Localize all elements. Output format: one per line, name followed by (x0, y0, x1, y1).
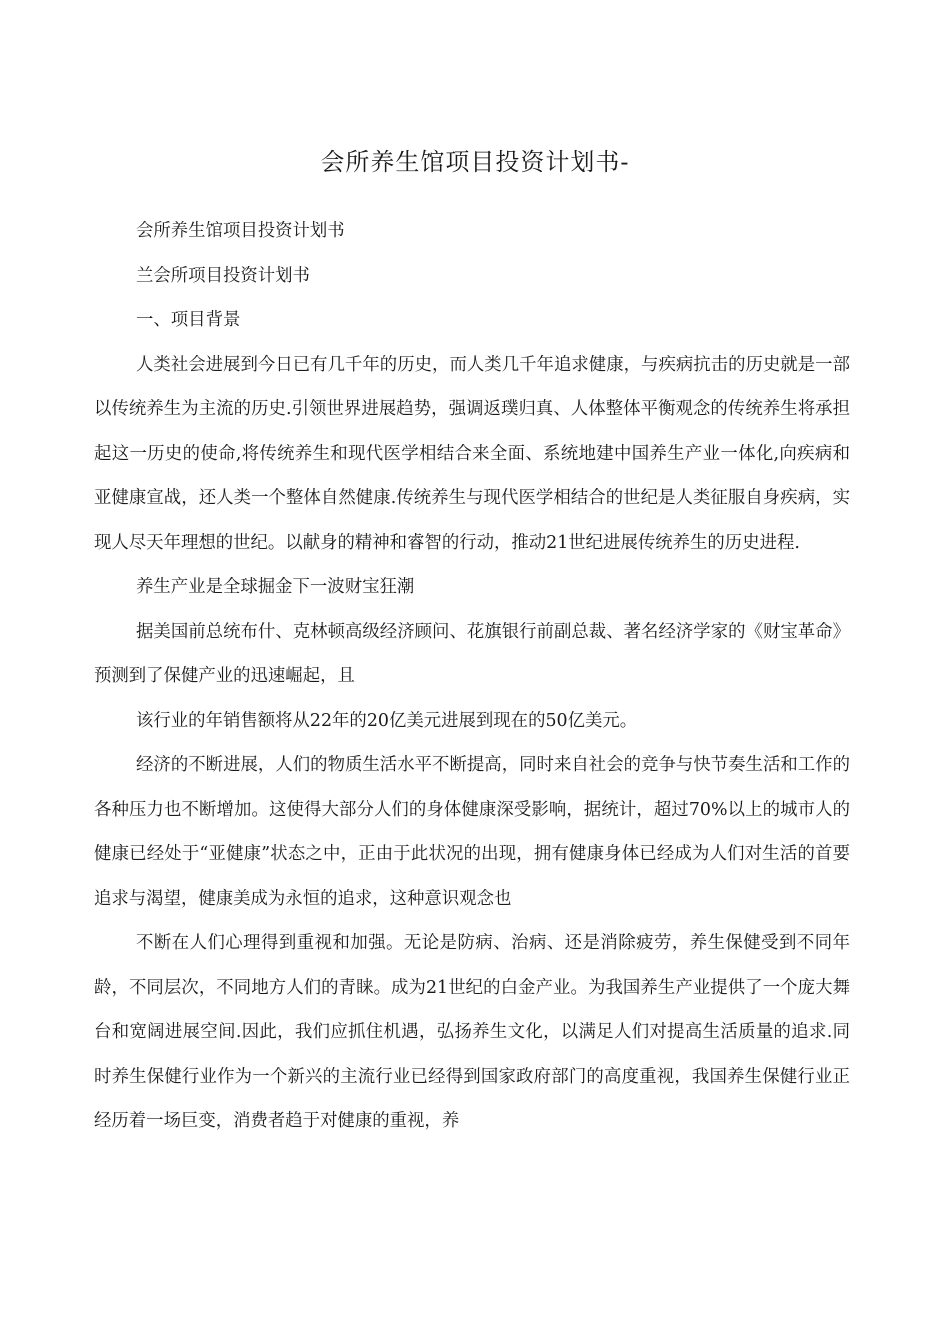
paragraph-subtitle: 会所养生馆项目投资计划书 (136, 221, 345, 241)
document-title: 会所养生馆项目投资计划书- (320, 148, 630, 176)
paragraph: 该行业的年销售额将从22年的20亿美元进展到现在的50亿美元。 (136, 710, 638, 731)
paragraph: 养生产业是全球掘金下一波财宝狂潮 (136, 577, 415, 597)
paragraph: 不断在人们心理得到重视和加强。无论是防病、治病、还是消除疲劳，养生保健受到不同年龄，不同层次，不同地方人们的青睐。成为21世纪的白金产业。为我国养生产业提供了一个庞大舞台和宽阔进展空间.因此，我们应抓住机遇，弘扬养生文化，以满足人们对提高生活质量的追求.同时养生保健行业作为一个新兴的主流行业已经得到国家政府部门的高度重视，我国养生保健行业正经历着一场巨变，消费者趋于对健康的重视，养 (94, 933, 850, 1131)
paragraph: 经济的不断进展，人们的物质生活水平不断提高，同时来自社会的竞争与快节奏生活和工作的各种压力也不断增加。这使得大部分人们的身体健康深受影响，据统计，超过70%以上的城市人的健康已经处于“亚健康”状态之中，正由于此状况的出现，拥有健康身体已经成为人们对生活的首要追求与渴望，健康美成为永恒的追求，这种意识观念也 (94, 755, 850, 909)
paragraph-subtitle-2: 兰会所项目投资计划书 (136, 265, 310, 286)
section-heading: 一、项目背景 (136, 310, 241, 330)
document-body (94, 209, 850, 1144)
paragraph: 据美国前总统布什、克林顿高级经济顾问、花旗银行前副总裁、著名经济学家的《财宝革命》预测到了保健产业的迅速崛起，且 (94, 621, 850, 686)
paragraph: 人类社会进展到今日已有几千年的历史，而人类几千年追求健康，与疾病抗击的历史就是一部以传统养生为主流的历史.引领世界进展趋势，强调返璞归真、人体整体平衡观念的传统养生将承担起这一历史的使命,将传统养生和现代医学相结合来全面、系统地建中国养生产业一体化,向疾病和亚健康宣战，还人类一个整体自然健康.传统养生与现代医学相结合的世纪是人类征服自身疾病，实现人尽天年理想的世纪。以献身的精神和睿智的行动，推动21世纪进展传统养生的历史进程. (94, 354, 850, 553)
